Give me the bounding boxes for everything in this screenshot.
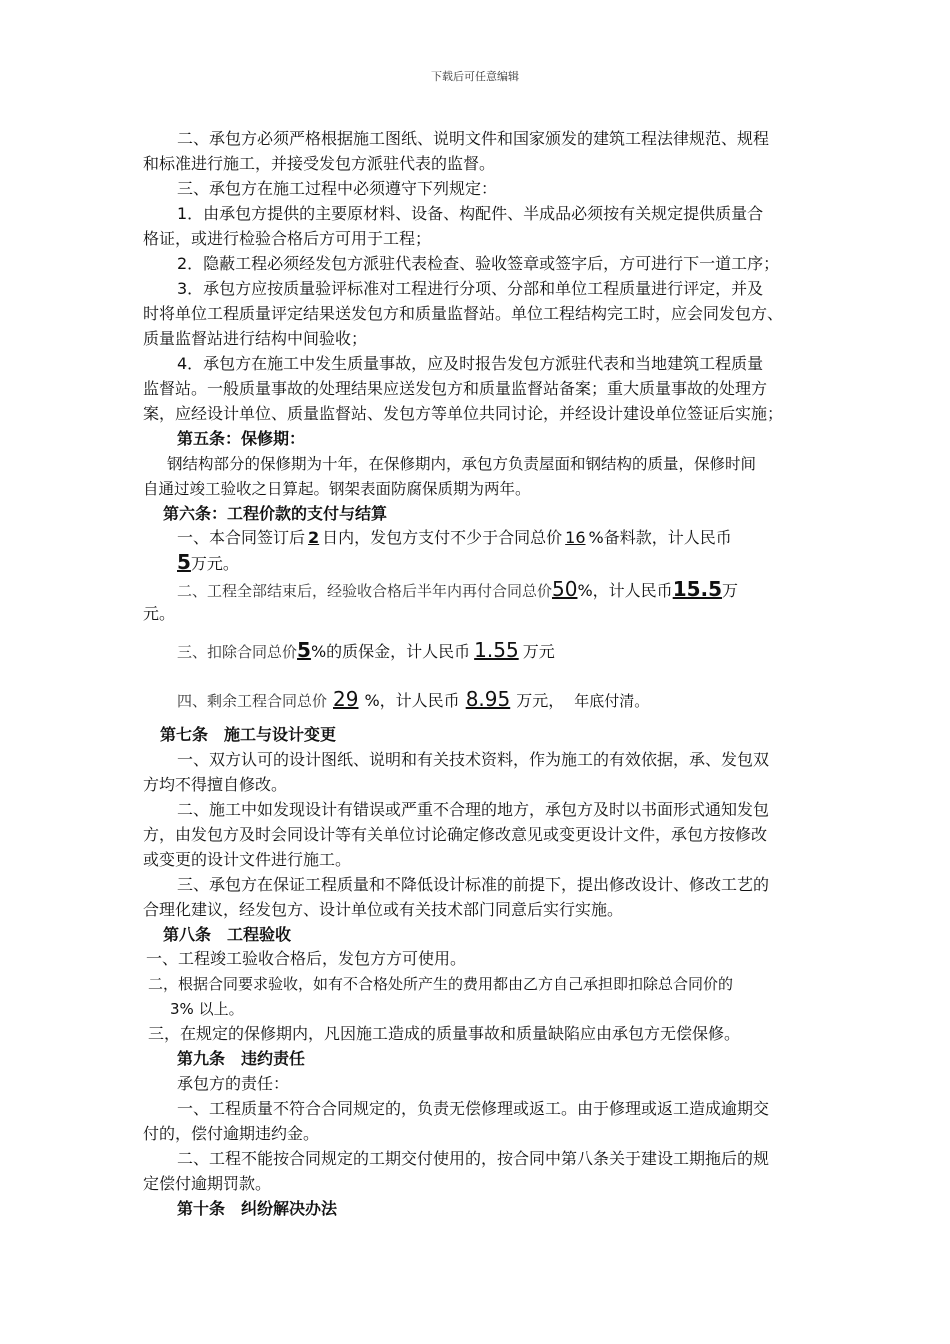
para-line: 自通过竣工验收之日算起。钢架表面防腐保质期为两年。 [143, 480, 531, 498]
section-heading: 第九条 违约责任 [177, 1049, 306, 1068]
para-line: 钢结构部分的保修期为十年，在保修期内，承包方负责屋面和钢结构的质量，保修时间 [167, 455, 757, 473]
percent-value: 50 [552, 577, 578, 601]
para-line: 付的，偿付逾期违约金。 [143, 1124, 320, 1143]
percent-value: 5 [297, 638, 311, 662]
page-header: 下载后可任意编辑 [431, 70, 519, 83]
section-heading: 第八条 工程验收 [163, 925, 292, 944]
payment-line-4 [177, 686, 843, 714]
amount-value: 1.55 [474, 638, 519, 662]
payment-line-2b: 元。 [143, 604, 176, 623]
para-line: 质量监督站进行结构中间验收； [143, 329, 368, 348]
days-value: 2 [308, 528, 320, 547]
text: 年底付清。 [574, 692, 650, 710]
percent-value: 29 [333, 687, 359, 711]
payment-line-1b [177, 549, 843, 577]
payment-line-1 [177, 525, 843, 551]
para-line: 1．由承包方提供的主要原材料、设备、构配件、半成品必须按有关规定提供质量合 [177, 204, 764, 223]
text: %备料款，计人民币 [588, 528, 732, 547]
para-line: 一、工程竣工验收合格后，发包方方可使用。 [146, 949, 467, 968]
para-line: 二，根据合同要求验收，如有不合格处所产生的费用都由乙方自己承担即扣除总合同价的 [148, 975, 734, 993]
para-line: 二、承包方必须严格根据施工图纸、说明文件和国家颁发的建筑工程法律规范、规程 [177, 129, 770, 148]
para-line: 2．隐蔽工程必须经发包方派驻代表检查、验收签章或签字后，方可进行下一道工序； [177, 254, 780, 273]
section-heading: 第六条：工程价款的支付与结算 [163, 504, 388, 523]
para-line: 一、工程质量不符合合同规定的，负责无偿修理或返工。由于修理或返工造成逾期交 [177, 1099, 770, 1118]
text: 三、扣除合同总价 [177, 643, 298, 661]
para-line: 案，应经设计单位、质量监督站、发包方等单位共同讨论，并经设计建设单位签证后实施； [143, 404, 784, 423]
amount-value: 15.5 [672, 577, 723, 601]
para-line: 时将单位工程质量评定结果送发包方和质量监督站。单位工程结构完工时，应会同发包方、 [143, 304, 784, 323]
text: 万元 [522, 642, 555, 661]
para-line: 二、工程不能按合同规定的工期交付使用的，按合同中第八条关于建设工期拖后的规 [177, 1149, 770, 1168]
text: 万 [722, 581, 739, 600]
para-line: 承包方的责任： [177, 1074, 290, 1093]
payment-line-3 [177, 637, 843, 665]
para-line: 监督站。一般质量事故的处理结果应送发包方和质量监督站备案；重大质量事故的处理方 [143, 379, 768, 398]
para-line: 或变更的设计文件进行施工。 [143, 850, 352, 869]
text: %，计人民币 [364, 691, 460, 710]
para-line: 方，由发包方及时会同设计等有关单位讨论确定修改意见或变更设计文件，承包方按修改 [143, 825, 768, 844]
text: %，计人民币 [577, 581, 673, 600]
para-line: 4．承包方在施工中发生质量事故，应及时报告发包方派驻代表和当地建筑工程质量 [177, 354, 764, 373]
para-line: 和标准进行施工，并接受发包方派驻代表的监督。 [143, 154, 496, 173]
text: %的质保金，计人民币 [310, 642, 471, 661]
amount-value: 5 [177, 550, 191, 574]
para-line: 三，在规定的保修期内，凡因施工造成的质量事故和质量缺陷应由承包方无偿保修。 [148, 1024, 741, 1043]
para-line: 二、施工中如发现设计有错误或严重不合理的地方，承包方及时以书面形式通知发包 [177, 800, 770, 819]
payment-line-2 [177, 576, 843, 604]
para-line: 合理化建议，经发包方、设计单位或有关技术部门同意后实行实施。 [143, 900, 624, 919]
para-line: 方均不得擅自修改。 [143, 775, 288, 794]
text: 万元。 [190, 554, 239, 573]
para-line: 3% 以上。 [170, 1000, 244, 1018]
para-line: 格证，或进行检验合格后方可用于工程； [143, 229, 432, 248]
para-line: 三、承包方在施工过程中必须遵守下列规定： [177, 179, 498, 198]
percent-value: 16 [565, 528, 586, 547]
para-line: 3．承包方应按质量验评标准对工程进行分项、分部和单位工程质量进行评定，并及 [177, 279, 764, 298]
text: 二、工程全部结束后，经验收合格后半年内再付合同总价 [177, 582, 553, 600]
section-heading: 第五条：保修期： [177, 429, 306, 448]
text: 万元， [516, 691, 565, 710]
para-line: 定偿付逾期罚款。 [143, 1174, 272, 1193]
text: 日内，发包方支付不少于合同总价 [322, 528, 563, 547]
section-heading: 第七条 施工与设计变更 [160, 725, 337, 744]
text: 一、本合同签订后 [177, 528, 306, 547]
amount-value: 8.95 [465, 687, 511, 711]
para-line: 三、承包方在保证工程质量和不降低设计标准的前提下，提出修改设计、修改工艺的 [177, 875, 770, 894]
section-heading: 第十条 纠纷解决办法 [177, 1199, 338, 1218]
text: 四、剩余工程合同总价 [177, 692, 328, 710]
para-line: 一、双方认可的设计图纸、说明和有关技术资料，作为施工的有效依据，承、发包双 [177, 750, 770, 769]
